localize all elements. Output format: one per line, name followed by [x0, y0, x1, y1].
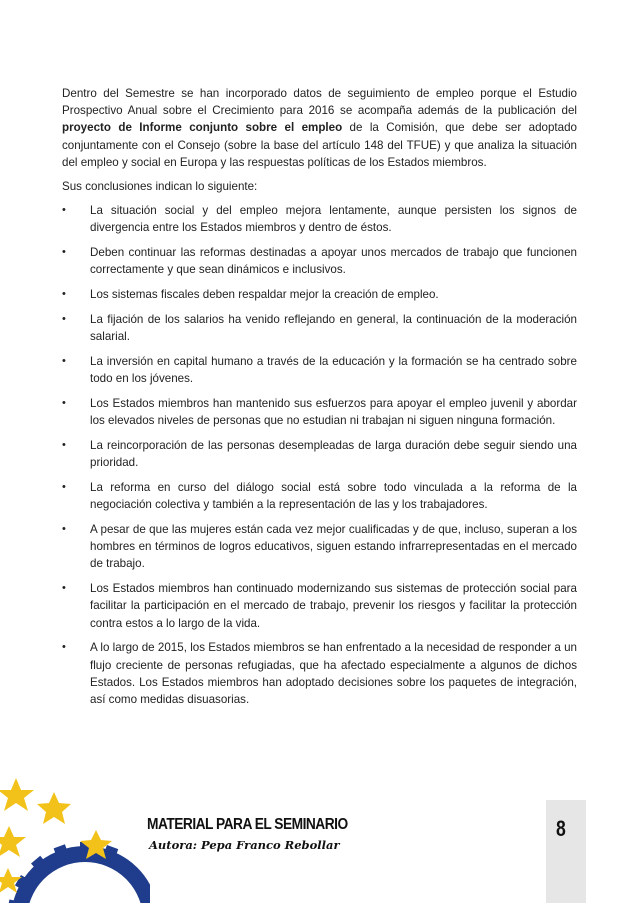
- intro-text-post: de la Comisión, que debe ser adoptado conjuntamente con el Consejo (sobre la base del artículo 148 del TFUE) y que analiza la situación del empleo y social en Europa y las respuestas políticas de los Estados miembros.: [62, 121, 577, 169]
- list-item: • La reincorporación de las personas desempleadas de larga duración debe seguir siendo una prioridad.: [62, 437, 577, 471]
- list-item: • La situación social y del empleo mejora lentamente, aunque persisten los signos de divergencia entre los Estados miembros y dentro de éstos.: [62, 202, 577, 236]
- intro-paragraph: [62, 85, 577, 171]
- star-icon: [37, 792, 71, 824]
- conclusions-list: [62, 202, 577, 708]
- conclusions-lead: Sus conclusiones indican lo siguiente:: [62, 180, 258, 194]
- page-number-box: [546, 800, 586, 903]
- list-item: • A lo largo de 2015, los Estados miembros se han enfrentado a la necesidad de responder a un flujo creciente de personas refugiadas, que ha afectado especialmente a algunos de dichos Estados. Los Estados miembros han adoptado decisiones sobre los paquetes de integración, así como medidas disuasorias.: [62, 639, 577, 708]
- footer-title: MATERIAL PARA EL SEMINARIO: [147, 816, 348, 833]
- decorative-stars-gear: [0, 770, 150, 903]
- list-item: • La reforma en curso del diálogo social está sobre todo vinculada a la reforma de la negociación colectiva y también a la representación de las y los trabajadores.: [62, 479, 577, 513]
- list-item: • La inversión en capital humano a través de la educación y la formación se ha centrado sobre todo en los jóvenes.: [62, 353, 577, 387]
- intro-text-pre: Dentro del Semestre se han incorporado datos de seguimiento de empleo porque el Estudio Prospectivo Anual sobre el Crecimiento para 2016 se acompaña además de la publicación del: [62, 87, 577, 118]
- footer-author: Autora: Pepa Franco Rebollar: [149, 838, 340, 852]
- list-item: • Los Estados miembros han mantenido sus esfuerzos para apoyar el empleo juvenil y abordar los elevados niveles de personas que no estudian ni trabajan ni siguen ninguna formación.: [62, 395, 577, 429]
- list-item: • La fijación de los salarios ha venido reflejando en general, la continuación de la moderación salarial.: [62, 311, 577, 345]
- intro-text-bold: proyecto de Informe conjunto sobre el empleo: [62, 121, 343, 135]
- list-item: • A pesar de que las mujeres están cada vez mejor cualificadas y de que, incluso, superan a los hombres en términos de logros educativos, siguen estando infrarrepresentadas en el mercado de trabajo.: [62, 521, 577, 573]
- list-item: • Los Estados miembros han continuado modernizando sus sistemas de protección social para facilitar la participación en el mercado de trabajo, prevenir los riesgos y facilitar la protección contra estos a lo largo de la vida.: [62, 580, 577, 632]
- page-number: 8: [556, 816, 566, 841]
- gear-icon: [7, 842, 150, 903]
- star-icon: [0, 826, 26, 857]
- star-icon: [0, 778, 34, 811]
- list-item: • Los sistemas fiscales deben respaldar mejor la creación de empleo.: [62, 286, 577, 303]
- main-content: [62, 85, 577, 716]
- list-item: • Deben continuar las reformas destinadas a apoyar unos mercados de trabajo que funcionen correctamente y que sean dinámicos e inclusivos.: [62, 244, 577, 278]
